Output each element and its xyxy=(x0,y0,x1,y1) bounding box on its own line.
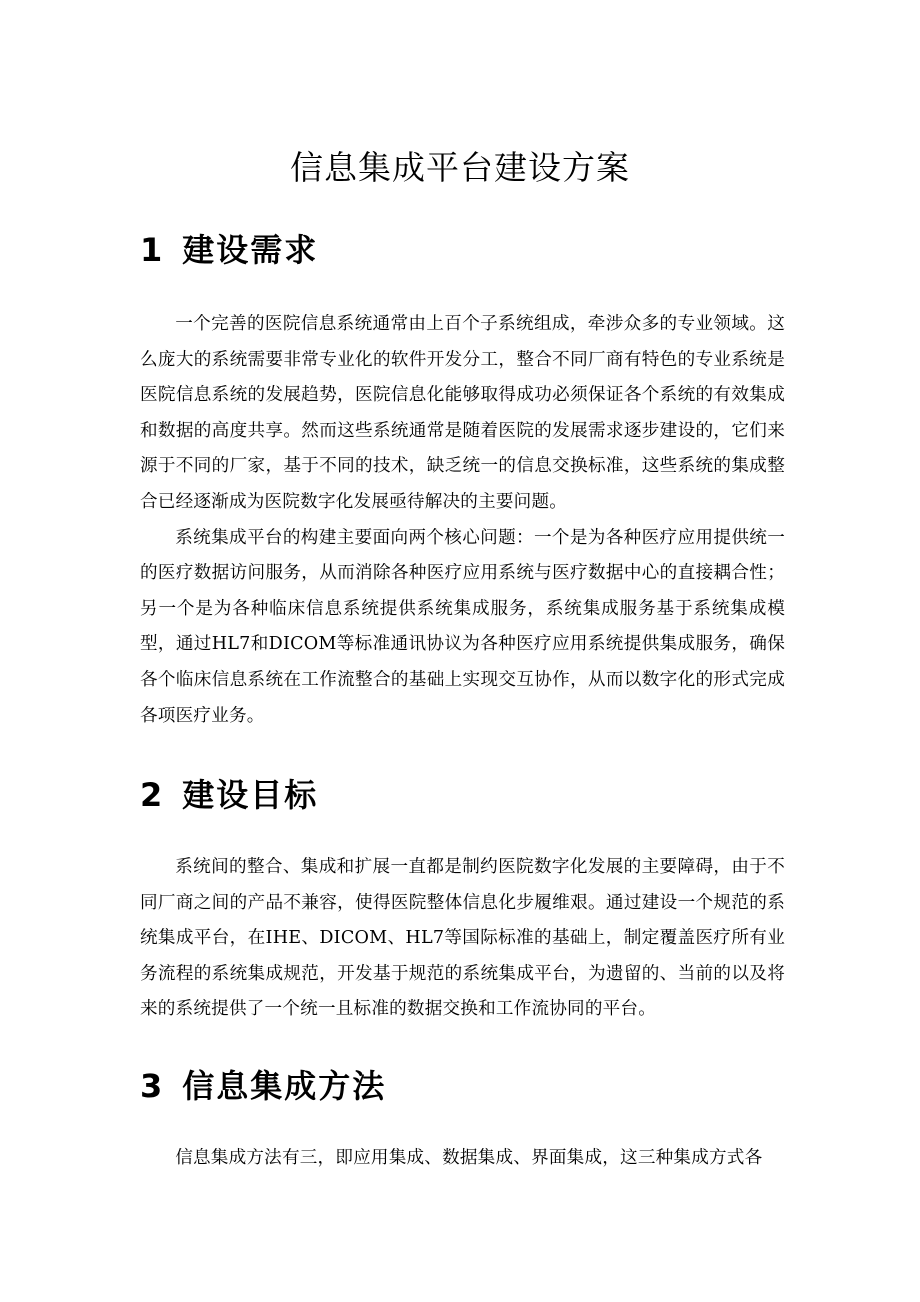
section-title: 建设需求 xyxy=(182,231,319,269)
document-title: 信息集成平台建设方案 xyxy=(290,148,630,187)
section-title: 信息集成方法 xyxy=(182,1067,387,1105)
section-number: 1 xyxy=(140,231,165,269)
section-number: 3 xyxy=(140,1067,165,1105)
section-heading-1 xyxy=(140,226,800,274)
section-number: 2 xyxy=(140,776,165,814)
paragraph: 系统间的整合、集成和扩展一直都是制约医院数字化发展的主要障碍，由于不同厂商之间的产品不兼容，使得医院整体信息化步履维艰。通过建设一个规范的系统集成平台，在IHE、DICOM、HL7等国际标准的基础上，制定覆盖医疗所有业务流程的系统集成规范，开发基于规范的系统集成平台，为遗留的、当前的以及将来的系统提供了一个统一且标准的数据交换和工作流协同的平台。 xyxy=(140,857,785,1020)
paragraph: 系统集成平台的构建主要面向两个核心问题：一个是为各种医疗应用提供统一的医疗数据访问服务，从而消除各种医疗应用系统与医疗数据中心的直接耦合性；另一个是为各种临床信息系统提供系统集成服务，系统集成服务基于系统集成模型，通过HL7和DICOM等标准通讯协议为各种医疗应用系统提供集成服务，确保各个临床信息系统在工作流整合的基础上实现交互协作，从而以数字化的形式完成各项医疗业务。 xyxy=(140,527,785,726)
section-heading-2 xyxy=(140,771,800,819)
paragraph: 信息集成方法有三，即应用集成、数据集成、界面集成，这三种集成方式各 xyxy=(175,1148,763,1168)
section-heading-3 xyxy=(140,1062,800,1110)
paragraph: 一个完善的医院信息系统通常由上百个子系统组成，牵涉众多的专业领域。这么庞大的系统需要非常专业化的软件开发分工，整合不同厂商有特色的专业系统是医院信息系统的发展趋势，医院信息化能够取得成功必须保证各个系统的有效集成和数据的高度共享。然而这些系统通常是随着医院的发展需求逐步建设的，它们来源于不同的厂家，基于不同的技术，缺乏统一的信息交换标准，这些系统的集成整合已经逐渐成为医院数字化发展亟待解决的主要问题。 xyxy=(140,314,785,512)
section-body-2 xyxy=(140,850,785,1028)
section-body-1 xyxy=(140,307,785,734)
section-title: 建设目标 xyxy=(182,776,319,814)
section-body-3 xyxy=(140,1141,785,1177)
